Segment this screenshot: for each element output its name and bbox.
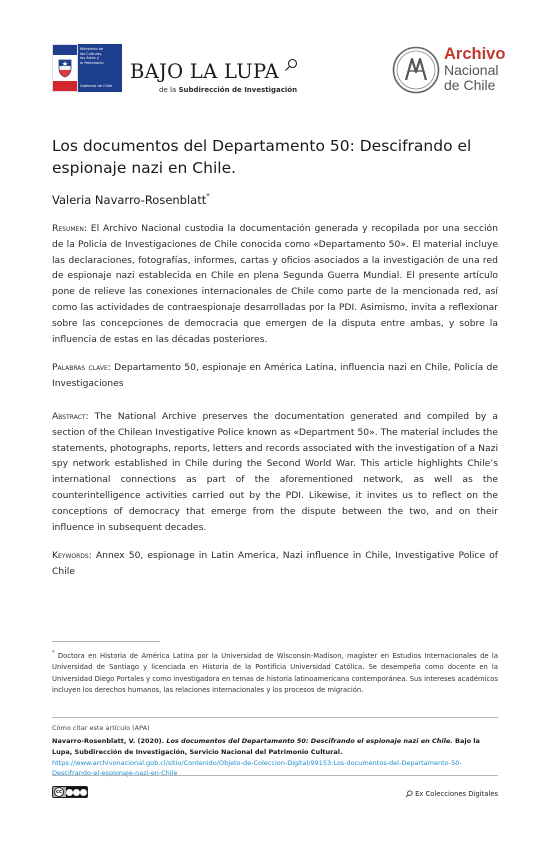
series-subtitle-prefix: de la	[159, 86, 179, 94]
collections-text: Ex Colecciones Digitales	[415, 790, 498, 798]
cc-attribution-icons	[66, 787, 87, 797]
coat-of-arms-icon	[57, 58, 73, 78]
citation-author-year: Navarro-Rosenblatt, V. (2020).	[52, 737, 167, 745]
abstract-paragraph	[52, 409, 498, 535]
gobierno-de-chile-label: Gobierno de Chile	[80, 84, 113, 89]
ministerio-logo-text	[78, 44, 122, 92]
series-subtitle-bold: Subdirección de Investigación	[178, 86, 298, 94]
magnifier-icon	[284, 58, 298, 72]
cc-circle-icon: cc	[54, 787, 64, 797]
ministerio-line-3: las Artes y	[80, 56, 99, 61]
footnote-mark: *	[52, 650, 55, 656]
footnote-text: Doctora en Historia de América Latina por la Universidad de Wisconsin-Madison, magíster en Estudios Internacionales de la Universidad de Santiago y licenciada en Historia de la Pontificia Universidad Católica. Se desempeña como docente en la Universidad Diego Portales y como investigadora en temas de historia latinoamericana contemporánea. Sus intereses académicos incluyen los derechos humanos, las relaciones internacionales y los procesos de migración.	[52, 652, 498, 695]
author-footnote	[52, 648, 498, 697]
ministerio-line-4: el Patrimonio	[80, 60, 104, 65]
archivo-wordmark-line-3: de Chile	[444, 77, 496, 93]
ex-colecciones-label	[405, 790, 498, 798]
abstract-text: The National Archive preserves the documentation generated and compiled by a section of the Chilean Investigative Police known as «Department 50». The material includes the statements, photographs, reports, letters and records associated with the investigation of a Nazi spy network established in Chile during the Second World War. This article highlights Chile’s international connections as part of the aforementioned network, as well as the counterintelligence activities carried out by the PDI. Likewise, it invites us to reflect on the conceptions of democracy that emerge from the dispute between the two, and on their influence in subsequent decades.	[52, 411, 498, 533]
ministerio-logo	[52, 44, 122, 92]
palabras-clave-label: Palabras clave:	[52, 362, 111, 373]
series-subtitle	[159, 86, 297, 94]
resumen-text: El Archivo Nacional custodia la documentación generada y recopilada por una sección de la Policía de Investigaciones de Chile conocida como «Departamento 50». El material incluye las declaraciones, fotografías, informes, cartas y oficios asociados a la investigación de una red de espionaje nazi establecida en Chile en plena Segunda Guerra Mundial. El presente artículo pone de relieve las conexiones internacionales de Chile como parte de la mencionada red, así como las actividades de contraespionaje desarrolladas por la PDI. Asimismo, invita a reflexionar sobre las concepciones de democracia que emergen de la disputa entre ambas, y sobre la influencia de estas en las décadas posteriores.	[52, 223, 498, 345]
archivo-wordmark-line-1: Archivo	[444, 45, 506, 63]
archivo-nacional-wordmark	[444, 46, 544, 93]
ministerio-line-1: Ministerio de	[80, 47, 104, 51]
keywords-paragraph	[52, 548, 498, 580]
citation-title: Los documentos del Departamento 50: Descifrando el espionaje nazi en Chile.	[166, 737, 453, 745]
citation-url-link[interactable]: https://www.archivonacional.gob.cl/sitio/Contenido/Objeto-de-Coleccion-Digital/99153:Los-documentos-del-Departamento-50-Descifrando-el-espionaje-nazi-en-Chile	[52, 758, 462, 778]
author-name: Valeria Navarro-Rosenblatt	[52, 193, 207, 207]
archivo-wordmark-line-2: Nacional	[444, 62, 499, 78]
article-author	[52, 192, 210, 207]
citation-top-divider	[52, 717, 498, 718]
creative-commons-icon[interactable]	[52, 786, 88, 798]
citation-publisher: Bajo la Lupa, Subdirección de Investigación, Servicio Nacional del Patrimonio Cultural.	[52, 737, 480, 756]
series-title: BAJO LA LUPA	[130, 60, 279, 83]
palabras-clave-paragraph	[52, 360, 498, 392]
citation-label: Cómo citar este artículo (APA)	[52, 724, 150, 732]
abstract-label: Abstract:	[52, 411, 89, 422]
archivo-nacional-emblem-icon	[392, 46, 440, 94]
citation-text	[52, 736, 498, 779]
keywords-text: Annex 50, espionage in Latin America, Nazi influence in Chile, Investigative Police of Chile	[52, 550, 498, 577]
magnifier-small-icon	[405, 790, 413, 798]
palabras-clave-text: Departamento 50, espionaje en América Latina, influencia nazi en Chile, Policía de Investigaciones	[52, 362, 498, 389]
citation-bottom-divider	[52, 775, 498, 776]
resumen-label: Resumen:	[52, 223, 87, 234]
keywords-label: Keywords:	[52, 550, 92, 561]
resumen-paragraph	[52, 221, 498, 347]
author-footnote-mark: *	[206, 192, 210, 200]
ministerio-line-2: las Culturas,	[80, 51, 103, 56]
ministerio-logo-emblem	[52, 44, 78, 92]
article-title: Los documentos del Departamento 50: Descifrando el espionaje nazi en Chile.	[52, 137, 472, 177]
footnote-divider	[52, 641, 160, 642]
